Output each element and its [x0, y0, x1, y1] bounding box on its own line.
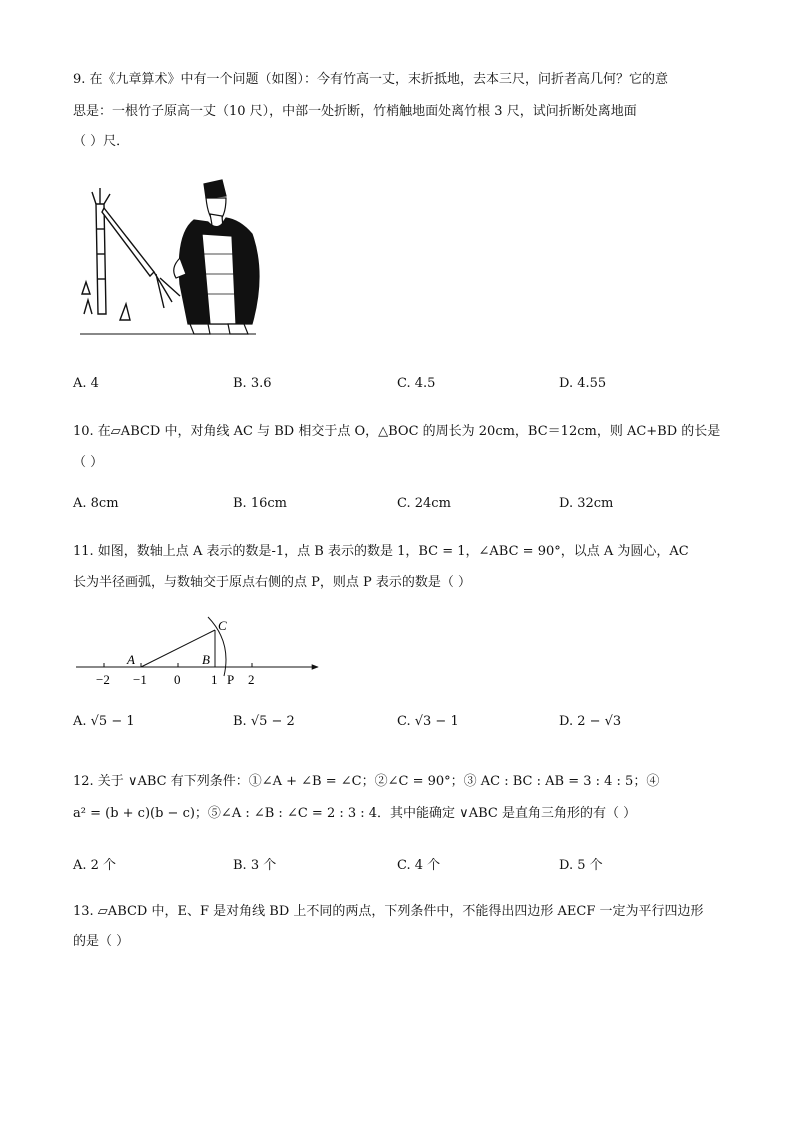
q10-option-d[interactable]: D. 32cm — [559, 496, 614, 511]
q10-option-b[interactable]: B. 16cm — [233, 496, 287, 511]
q10-option-c[interactable]: C. 24cm — [397, 496, 451, 511]
q11-options — [73, 714, 733, 734]
q11-option-a[interactable]: A. √5 − 1 — [73, 714, 135, 729]
q11-stem-line1: 11. 如图，数轴上点 A 表示的数是-1，点 B 表示的数是 1，BC = 1，∠ABC = 90°，以点 A 为圆心，AC — [73, 544, 689, 559]
point-label-p: P — [227, 672, 235, 687]
q11-option-c[interactable]: C. √3 − 1 — [397, 714, 459, 729]
q9-option-a[interactable]: A. 4 — [73, 376, 99, 391]
q9-stem-line2: 思是：一根竹子原高一丈（10 尺），中部一处折断，竹梢触地面处离竹根 3 尺，试问折断处离地面 — [73, 104, 637, 119]
q10-stem-line2: （ ） — [73, 455, 104, 470]
q9-stem-line3: （ ）尺． — [73, 134, 130, 149]
q10-option-a[interactable]: A. 8cm — [73, 496, 119, 511]
point-label-c: C — [218, 618, 227, 633]
q9-option-b[interactable]: B. 3.6 — [233, 376, 272, 391]
q12-option-b[interactable]: B. 3 个 — [233, 858, 277, 873]
q11-option-b[interactable]: B. √5 − 2 — [233, 714, 295, 729]
q11-option-d[interactable]: D. 2 − √3 — [559, 714, 622, 729]
q13-stem-line1: 13. ▱ABCD 中，E、F 是对角线 BD 上不同的两点，下列条件中，不能得出四边形 AECF 一定为平行四边形 — [73, 904, 704, 919]
number-line-figure — [74, 614, 324, 690]
point-label-b: B — [202, 652, 210, 667]
tick-label-1: 1 — [211, 672, 218, 687]
q12-option-a[interactable]: A. 2 个 — [73, 858, 117, 873]
q12-stem-line1: 12. 关于 ∨ABC 有下列条件：①∠A + ∠B = ∠C；②∠C = 90°；③ AC : BC : AB = 3 : 4 : 5；④ — [73, 774, 660, 789]
tick-label-0: 0 — [174, 672, 181, 687]
q9-stem-line1: 9. 在《九章算术》中有一个问题（如图）：今有竹高一丈，末折抵地，去本三尺，问折者高几何？它的意 — [73, 72, 669, 87]
q9-options — [73, 376, 733, 396]
q10-options — [73, 496, 733, 516]
q12-stem-line2: a² = (b + c)(b − c)；⑤∠A : ∠B : ∠C = 2 : 3 : 4．其中能确定 ∨ABC 是直角三角形的有（ ） — [73, 806, 637, 821]
q13-stem-line2: 的是（ ） — [73, 934, 130, 949]
tick-label-neg2: −2 — [96, 672, 110, 687]
q10-stem-line1: 10. 在▱ABCD 中，对角线 AC 与 BD 相交于点 O，△BOC 的周长为 20cm，BC＝12cm，则 AC+BD 的长是 — [73, 424, 721, 439]
tick-label-neg1: −1 — [133, 672, 147, 687]
q9-option-c[interactable]: C. 4.5 — [397, 376, 436, 391]
q11-stem-line2: 长为半径画弧，与数轴交于原点右侧的点 P，则点 P 表示的数是（ ） — [73, 575, 472, 590]
tick-label-2: 2 — [248, 672, 255, 687]
point-label-a: A — [127, 652, 135, 667]
q12-options — [73, 854, 733, 874]
q9-option-d[interactable]: D. 4.55 — [559, 376, 607, 391]
q12-option-d[interactable]: D. 5 个 — [559, 858, 603, 873]
bamboo-scholar-illustration — [76, 174, 266, 342]
q12-option-c[interactable]: C. 4 个 — [397, 858, 441, 873]
